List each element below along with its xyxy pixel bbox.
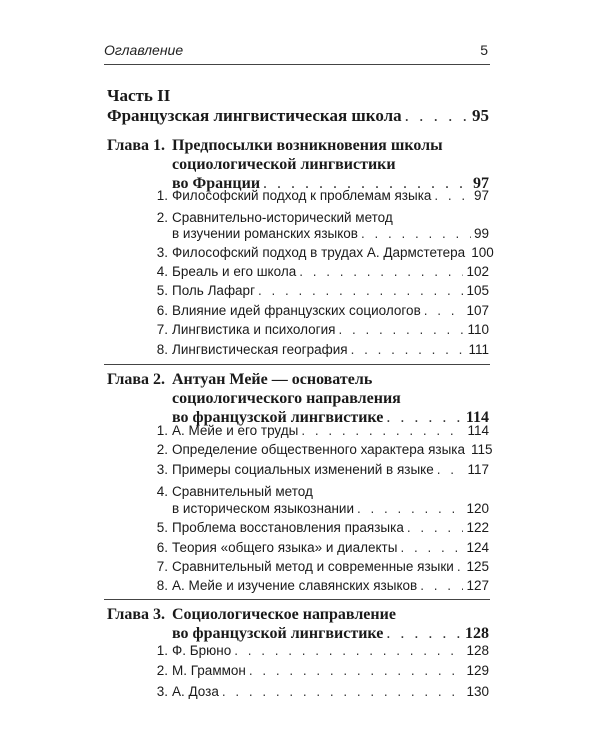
toc-entry <box>172 322 489 337</box>
entry-page: 110 <box>467 322 489 337</box>
toc-entry <box>172 501 489 516</box>
entry-page: 125 <box>466 559 489 574</box>
entry-page: 128 <box>466 643 489 658</box>
chapter-1-label: Глава 1. <box>107 137 165 154</box>
leader-dots <box>405 106 469 126</box>
entry-page: 115 <box>470 442 493 457</box>
leader-dots <box>234 643 463 658</box>
leader-dots <box>351 342 466 357</box>
leader-dots <box>420 578 463 593</box>
entry-page: 99 <box>473 226 489 241</box>
chapter-2-title-line-2: социологического направления <box>172 390 401 407</box>
entry-title: А. Мейе и изучение славянских языков <box>172 578 418 593</box>
entry-title: Бреаль и его школа <box>172 264 297 279</box>
entry-page: 120 <box>466 501 489 516</box>
leader-dots <box>400 540 463 555</box>
running-header-title: Оглавление <box>104 42 184 58</box>
entry-number: 8. <box>156 578 168 593</box>
entry-number: 7. <box>156 322 168 337</box>
entry-title: Лингвистическая география <box>172 342 348 357</box>
leader-dots <box>301 423 464 438</box>
chapter-1-title-text: во Франции <box>172 175 261 192</box>
entry-title: Поль Лафарг <box>172 283 255 298</box>
leader-dots <box>222 684 464 699</box>
entry-page: 114 <box>467 423 489 438</box>
chapter-2-page: 114 <box>465 409 489 426</box>
toc-entry <box>172 423 489 438</box>
entry-page: 107 <box>466 303 489 318</box>
running-header <box>104 42 488 58</box>
chapter-2-title-line-1: Антуан Мейе — основатель <box>172 371 373 388</box>
entry-number: 5. <box>156 520 168 535</box>
toc-entry <box>172 188 489 203</box>
entry-title: Сравнительный метод <box>172 484 313 499</box>
toc-entry <box>172 540 489 555</box>
entry-number: 5. <box>156 283 168 298</box>
entry-title: в изучении романских языков <box>172 226 358 241</box>
chapter-3-title-line-1: Социологическое направление <box>172 606 396 623</box>
toc-entry <box>172 663 489 678</box>
entry-number: 1. <box>156 423 168 438</box>
entry-page: 111 <box>468 342 489 357</box>
entry-title: Сравнительно-исторический метод <box>172 210 393 225</box>
part-title-line <box>107 106 489 126</box>
entry-title: М. Граммон <box>172 663 246 678</box>
leader-dots <box>457 559 464 574</box>
chapter-divider <box>104 599 490 600</box>
leader-dots <box>437 462 465 477</box>
toc-entry <box>172 283 489 298</box>
entry-title: Философский подход в трудах А. Дармстетера <box>172 245 466 260</box>
entry-title: в историческом языкознании <box>172 501 354 516</box>
entry-number: 3. <box>156 684 168 699</box>
leader-dots <box>249 663 464 678</box>
toc-entry <box>172 684 489 699</box>
chapter-2-label: Глава 2. <box>107 371 165 388</box>
entry-title: Примеры социальных изменений в языке <box>172 462 434 477</box>
chapter-1-page: 97 <box>473 175 489 192</box>
entry-title: Ф. Брюно <box>172 643 232 658</box>
entry-number: 2. <box>156 442 168 457</box>
entry-number: 6. <box>156 303 168 318</box>
chapter-2-title-text: во французской лингвистике <box>172 409 384 426</box>
leader-dots <box>424 303 464 318</box>
leader-dots <box>338 322 464 337</box>
toc-entry <box>172 462 489 477</box>
header-rule <box>104 64 490 65</box>
toc-entry <box>172 245 494 260</box>
leader-dots <box>434 188 471 203</box>
entry-number: 2. <box>156 210 168 225</box>
entry-page: 124 <box>466 540 489 555</box>
page-number: 5 <box>480 42 488 58</box>
entry-page: 102 <box>466 264 489 279</box>
entry-page: 130 <box>466 684 489 699</box>
entry-title: Влияние идей французских социологов <box>172 303 421 318</box>
part-label: Часть II <box>107 86 171 105</box>
entry-page: 122 <box>466 520 489 535</box>
entry-number: 4. <box>156 484 168 499</box>
toc-entry <box>172 264 489 279</box>
leader-dots <box>386 625 462 643</box>
toc-entry <box>172 303 489 318</box>
entry-number: 6. <box>156 540 168 555</box>
entry-page: 100 <box>471 245 494 260</box>
chapter-1-title-line-1: Предпосылки возникновения школы <box>172 137 443 154</box>
entry-page: 127 <box>466 578 489 593</box>
entry-page: 117 <box>467 462 489 477</box>
entry-number: 4. <box>156 264 168 279</box>
part-title: Французская лингвистическая школа <box>107 106 402 125</box>
entry-page: 105 <box>466 283 489 298</box>
entry-title: А. Мейе и его труды <box>172 423 299 438</box>
part-page: 95 <box>472 106 489 125</box>
toc-entry <box>172 226 489 241</box>
leader-dots <box>361 226 471 241</box>
toc-entry <box>172 520 489 535</box>
entry-title: Теория «общего языка» и диалекты <box>172 540 398 555</box>
chapter-3-title-text: во французской лингвистике <box>172 625 384 642</box>
entry-number: 3. <box>156 462 168 477</box>
entry-number: 1. <box>156 188 168 203</box>
entry-number: 3. <box>156 245 168 260</box>
entry-number: 7. <box>156 559 168 574</box>
chapter-3-title-line-2 <box>172 625 489 643</box>
toc-entry <box>172 342 489 357</box>
entry-title: Лингвистика и психология <box>172 322 336 337</box>
entry-page: 129 <box>466 663 489 678</box>
entry-title: Философский подход к проблемам языка <box>172 188 432 203</box>
chapter-divider <box>104 364 490 365</box>
chapter-3-label: Глава 3. <box>107 606 165 623</box>
toc-entry <box>172 643 489 658</box>
chapter-3-page: 128 <box>465 625 489 642</box>
entry-title: А. Доза <box>172 684 219 699</box>
chapter-1-title-line-2: социологической лингвистики <box>172 156 396 173</box>
leader-dots <box>357 501 463 516</box>
leader-dots <box>407 520 464 535</box>
entry-title: Определение общественного характера языка <box>172 442 465 457</box>
toc-entry <box>172 559 489 574</box>
entry-number: 1. <box>156 643 168 658</box>
leader-dots <box>299 264 463 279</box>
entry-title: Проблема восстановления праязыка <box>172 520 404 535</box>
toc-entry <box>172 578 489 593</box>
leader-dots <box>258 283 463 298</box>
entry-title: Сравнительный метод и современные языки <box>172 559 454 574</box>
entry-page: 97 <box>473 188 489 203</box>
entry-number: 8. <box>156 342 168 357</box>
toc-entry <box>172 442 493 457</box>
entry-number: 2. <box>156 663 168 678</box>
